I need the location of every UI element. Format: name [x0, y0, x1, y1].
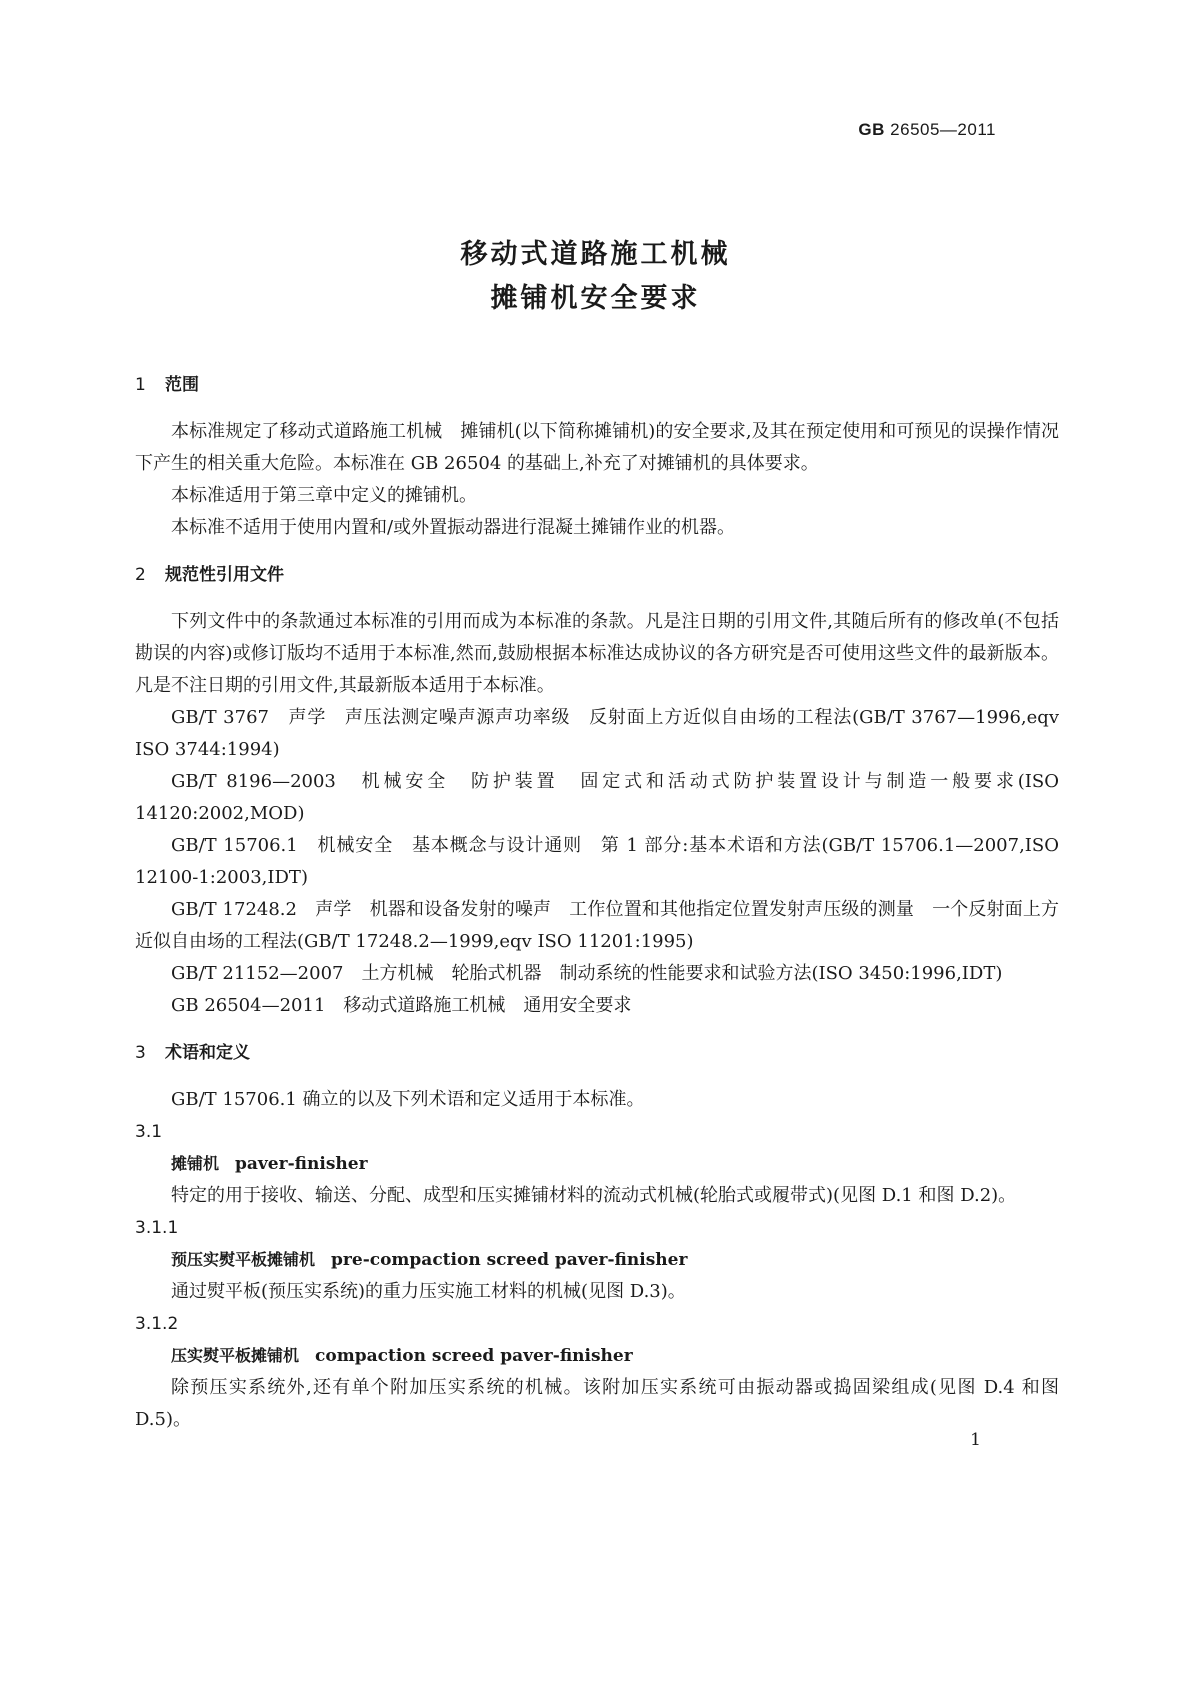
section-1-paragraph: 本标准规定了移动式道路施工机械 摊铺机(以下简称摊铺机)的安全要求,及其在预定使用和可预见的误操作情况下产生的相关重大危险。本标准在 GB 26504 的基础上,补充了对摊铺机的具体要求。	[135, 421, 1059, 474]
term-number: 3.1	[135, 1122, 163, 1142]
term-definition: 特定的用于接收、输送、分配、成型和压实摊铺材料的流动式机械(轮胎式或履带式)(见图 D.1 和图 D.2)。	[171, 1185, 1017, 1206]
reference-item: GB/T 15706.1 机械安全 基本概念与设计通则 第 1 部分:基本术语和方法(GB/T 15706.1—2007,ISO 12100-1:2003,IDT)	[135, 835, 1059, 888]
section-1-heading: 1 范围	[135, 375, 199, 395]
document-body	[135, 368, 1059, 1436]
section-3-intro: GB/T 15706.1 确立的以及下列术语和定义适用于本标准。	[171, 1089, 645, 1110]
page-number: 1	[970, 1430, 981, 1450]
section-2-intro: 下列文件中的条款通过本标准的引用而成为本标准的条款。凡是注日期的引用文件,其随后所有的修改单(不包括勘误的内容)或修订版均不适用于本标准,然而,鼓励根据本标准达成协议的各方研究是否可使用这些文件的最新版本。凡是不注日期的引用文件,其最新版本适用于本标准。	[135, 611, 1059, 696]
document-title-line2: 摊铺机安全要求	[490, 283, 701, 314]
term-definition: 除预压实系统外,还有单个附加压实系统的机械。该附加压实系统可由振动器或捣固梁组成(见图 D.4 和图 D.5)。	[135, 1377, 1059, 1430]
term-definition: 通过熨平板(预压实系统)的重力压实施工材料的机械(见图 D.3)。	[171, 1281, 686, 1302]
reference-item: GB/T 3767 声学 声压法测定噪声源声功率级 反射面上方近似自由场的工程法(GB/T 3767—1996,eqv ISO 3744:1994)	[135, 707, 1059, 760]
standard-number: GB 26505—2011	[858, 120, 996, 139]
reference-item: GB/T 21152—2007 土方机械 轮胎式机器 制动系统的性能要求和试验方法(ISO 3450:1996,IDT)	[171, 963, 1003, 984]
reference-item: GB 26504—2011 移动式道路施工机械 通用安全要求	[171, 995, 632, 1016]
term-title: 摊铺机 paver-finisher	[171, 1154, 368, 1174]
section-3-heading: 3 术语和定义	[135, 1043, 250, 1063]
reference-item: GB/T 17248.2 声学 机器和设备发射的噪声 工作位置和其他指定位置发射声压级的测量 一个反射面上方近似自由场的工程法(GB/T 17248.2—1999,eqv ISO 11201:1995)	[135, 899, 1059, 952]
section-1-paragraph: 本标准适用于第三章中定义的摊铺机。	[171, 485, 477, 506]
term-number: 3.1.2	[135, 1314, 179, 1334]
section-2-heading: 2 规范性引用文件	[135, 565, 284, 585]
term-title: 预压实熨平板摊铺机 pre-compaction screed paver-finisher	[171, 1250, 688, 1270]
term-number: 3.1.1	[135, 1218, 179, 1238]
term-title: 压实熨平板摊铺机 compaction screed paver-finisher	[171, 1346, 633, 1366]
document-title-line1: 移动式道路施工机械	[460, 239, 731, 270]
reference-item: GB/T 8196—2003 机械安全 防护装置 固定式和活动式防护装置设计与制造一般要求(ISO 14120:2002,MOD)	[135, 771, 1059, 824]
section-1-paragraph: 本标准不适用于使用内置和/或外置振动器进行混凝土摊铺作业的机器。	[171, 517, 736, 538]
